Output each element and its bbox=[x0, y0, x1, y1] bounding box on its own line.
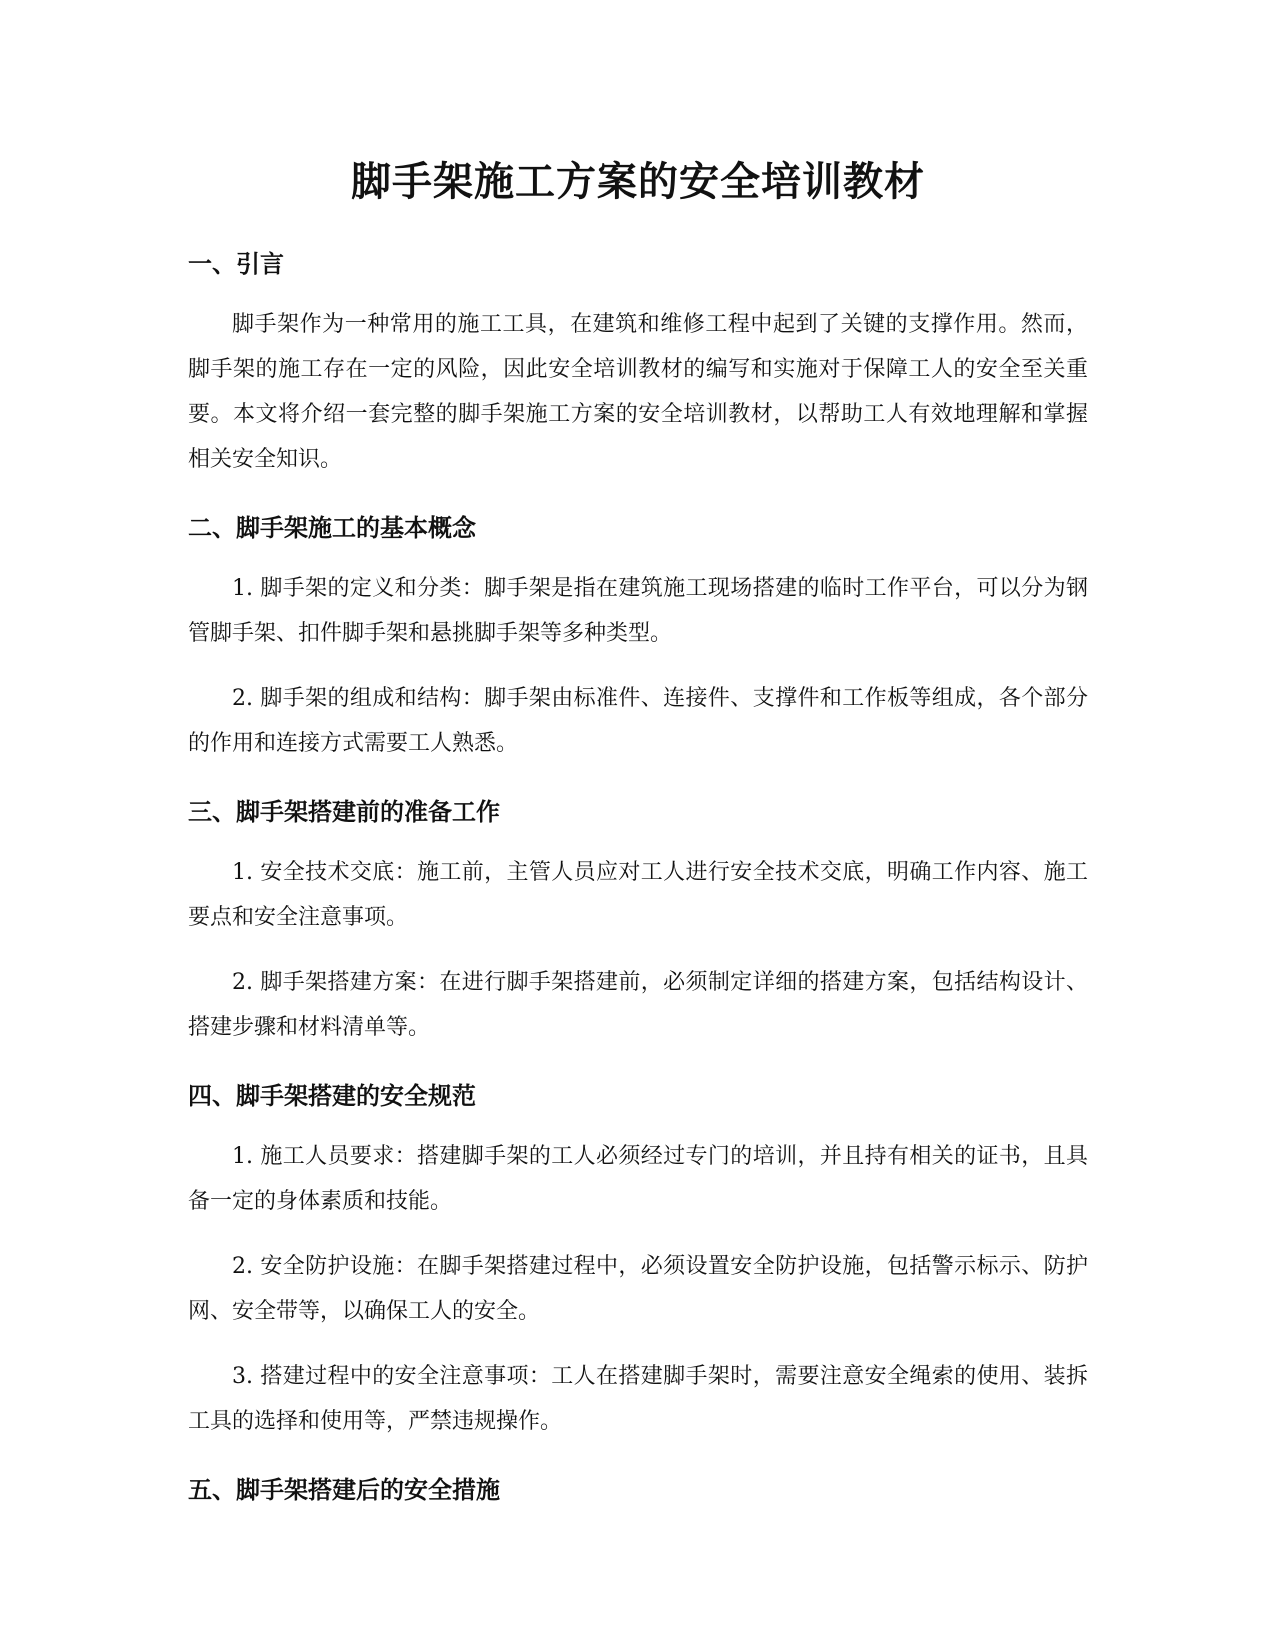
section-heading: 一、引言 bbox=[188, 250, 284, 278]
section-safety-standards bbox=[188, 1078, 1088, 1444]
paragraph: 1. 安全技术交底：施工前，主管人员应对工人进行安全技术交底，明确工作内容、施工要点和安全注意事项。 bbox=[188, 860, 1088, 930]
section-heading: 五、脚手架搭建后的安全措施 bbox=[188, 1476, 500, 1504]
section-preparation bbox=[188, 794, 1088, 1050]
section-introduction bbox=[188, 246, 1088, 482]
section-heading: 四、脚手架搭建的安全规范 bbox=[188, 1082, 476, 1110]
paragraph: 1. 施工人员要求：搭建脚手架的工人必须经过专门的培训，并且持有相关的证书，且具备一定的身体素质和技能。 bbox=[188, 1144, 1088, 1214]
document-body bbox=[188, 150, 1088, 1508]
section-heading: 三、脚手架搭建前的准备工作 bbox=[188, 798, 500, 826]
paragraph: 2. 脚手架搭建方案：在进行脚手架搭建前，必须制定详细的搭建方案，包括结构设计、搭建步骤和材料清单等。 bbox=[188, 970, 1088, 1040]
section-heading: 二、脚手架施工的基本概念 bbox=[188, 514, 476, 542]
paragraph: 1. 脚手架的定义和分类：脚手架是指在建筑施工现场搭建的临时工作平台，可以分为钢管脚手架、扣件脚手架和悬挑脚手架等多种类型。 bbox=[188, 576, 1088, 646]
paragraph: 2. 安全防护设施：在脚手架搭建过程中，必须设置安全防护设施，包括警示标示、防护网、安全带等，以确保工人的安全。 bbox=[188, 1254, 1088, 1324]
section-basic-concepts bbox=[188, 510, 1088, 766]
section-post-construction-measures bbox=[188, 1472, 1088, 1508]
paragraph: 脚手架作为一种常用的施工工具，在建筑和维修工程中起到了关键的支撑作用。然而，脚手架的施工存在一定的风险，因此安全培训教材的编写和实施对于保障工人的安全至关重要。本文将介绍一套完整的脚手架施工方案的安全培训教材，以帮助工人有效地理解和掌握相关安全知识。 bbox=[188, 312, 1088, 472]
paragraph: 3. 搭建过程中的安全注意事项：工人在搭建脚手架时，需要注意安全绳索的使用、装拆工具的选择和使用等，严禁违规操作。 bbox=[188, 1364, 1088, 1434]
document-title: 脚手架施工方案的安全培训教材 bbox=[351, 159, 925, 205]
paragraph: 2. 脚手架的组成和结构：脚手架由标准件、连接件、支撑件和工作板等组成，各个部分的作用和连接方式需要工人熟悉。 bbox=[188, 686, 1088, 756]
